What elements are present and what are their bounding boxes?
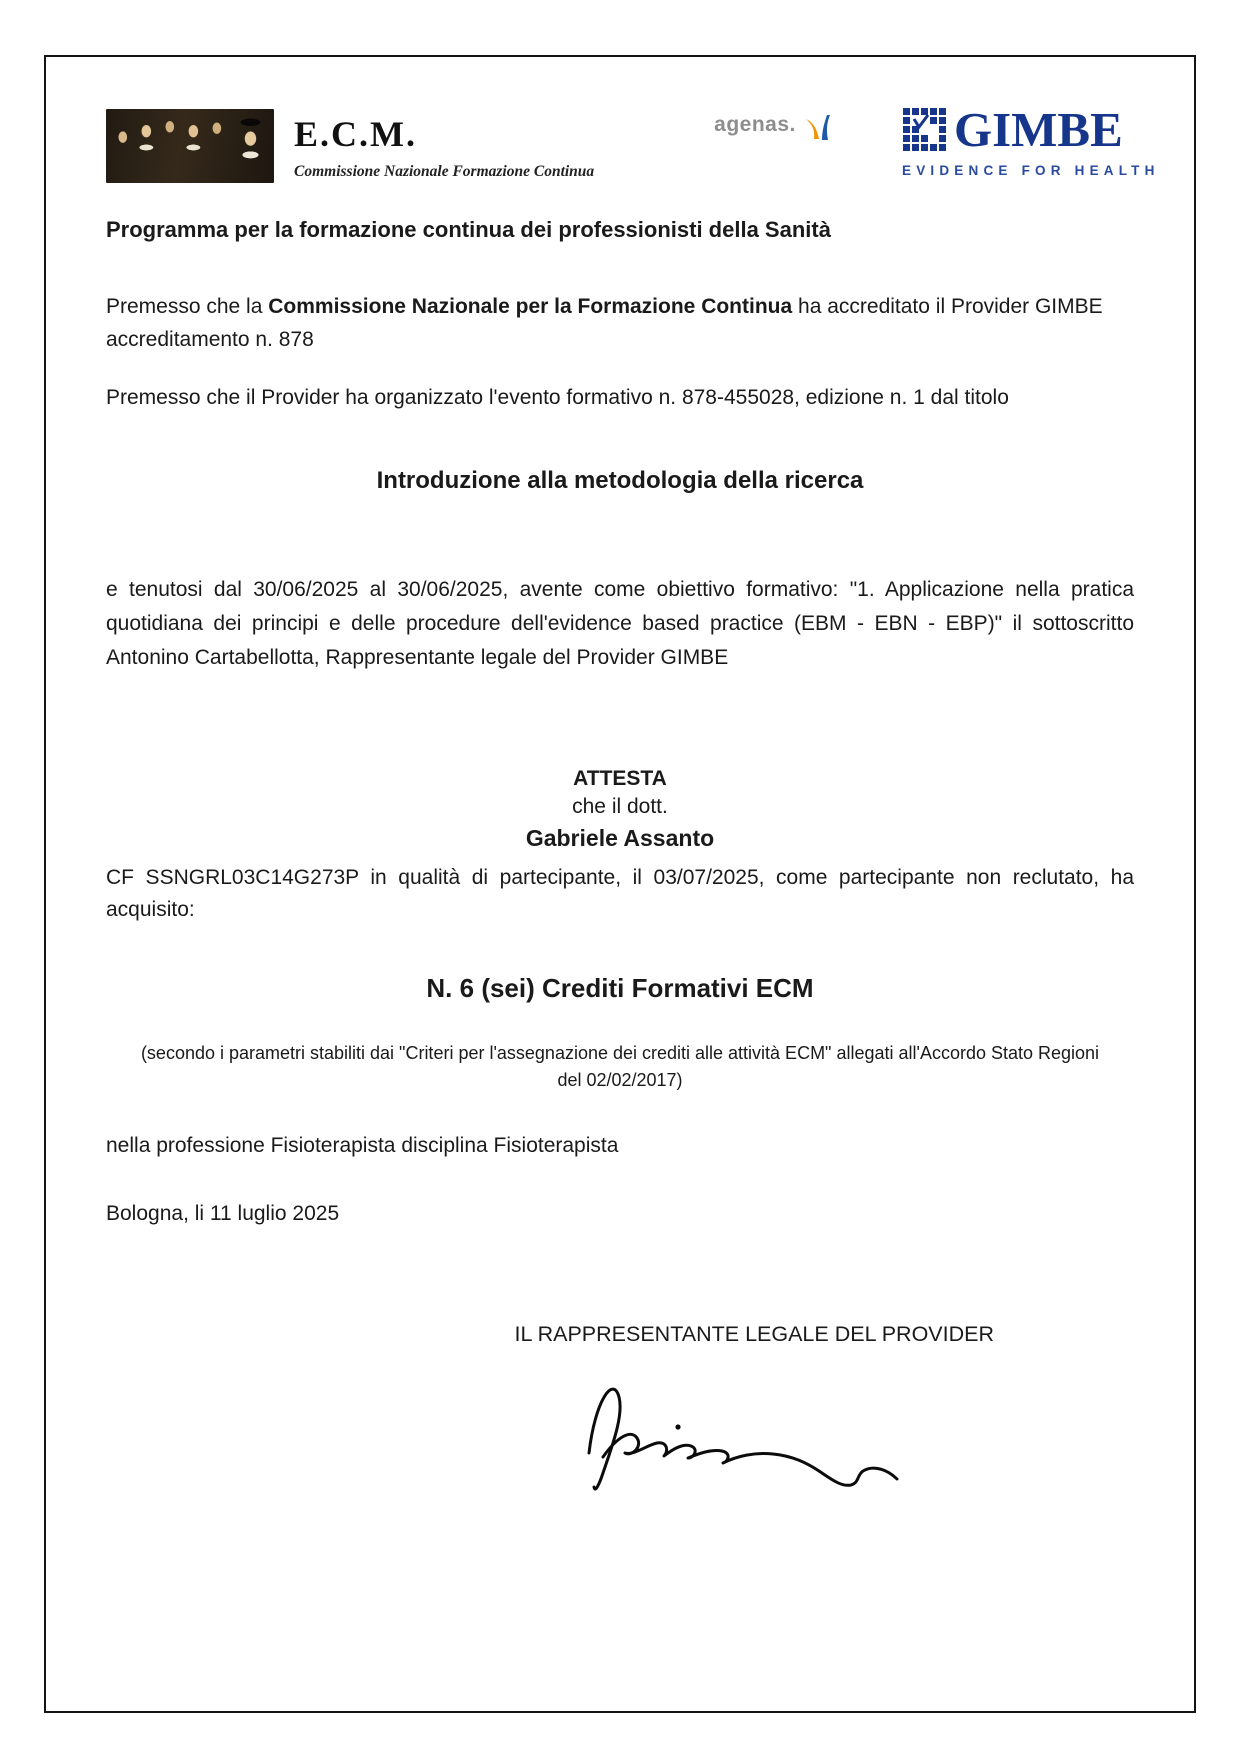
attesta-heading: ATTESTA <box>573 766 667 790</box>
signature-scribble <box>561 1361 921 1491</box>
attesta-subline: che il dott. <box>572 794 668 818</box>
profession-line: nella professione Fisioterapista disciplina Fisioterapista <box>106 1133 619 1157</box>
event-paragraph: e tenutosi dal 30/06/2025 al 30/06/2025, avente come obiettivo formativo: "1. Applicazione nella pratica quotidiana dei principi e delle procedure dell'evidence based practice (EBM - EBN - EBP)" il sottoscritto Antonino Cartabellotta, Rappresentante legale del Provider GIMBE <box>106 577 1134 669</box>
gimbe-wordmark: GIMBE <box>954 102 1123 157</box>
premise1-suffix: ha accreditato il Provider GIMBE accreditamento n. 878 <box>106 295 1103 351</box>
gimbe-tagline: EVIDENCE FOR HEALTH <box>902 163 1160 178</box>
program-title: Programma per la formazione continua dei professionisti della Sanità <box>106 217 831 242</box>
premise1-prefix: Premesso che la <box>106 295 269 318</box>
gimbe-grid-icon <box>902 107 948 158</box>
premise-paragraph-2: Premesso che il Provider ha organizzato l'evento formativo n. 878-455028, edizione n. 1 dal titolo <box>106 386 1009 410</box>
place-date-line: Bologna, li 11 luglio 2025 <box>106 1201 340 1225</box>
signature-area <box>106 1361 1134 1496</box>
premise-paragraph-1 <box>106 291 1134 356</box>
course-title: Introduzione alla metodologia della ricerca <box>376 466 864 494</box>
ecm-painting-icon <box>106 109 274 183</box>
agenas-logo-text: agenas. <box>714 113 796 136</box>
gimbe-logo <box>902 102 1160 178</box>
agenas-logo <box>714 111 834 150</box>
ecm-logo-subtitle: Commissione Nazionale Formazione Continua <box>294 163 595 180</box>
fiscal-code-paragraph: CF SSNGRL03C14G273P in qualità di partecipante, il 03/07/2025, come partecipante non reclutato, ha acquisito: <box>106 865 1134 922</box>
ecm-logo-title: E.C.M. <box>294 114 417 154</box>
certificate-border <box>44 55 1196 1713</box>
ecm-logo <box>294 113 594 181</box>
credits-note: (secondo i parametri stabiliti dai "Criteri per l'assegnazione dei crediti alle attività ECM" allegati all'Accordo Stato Regioni del 02/02/2017) <box>140 1042 1100 1090</box>
credits-heading: N. 6 (sei) Crediti Formativi ECM <box>426 972 814 1003</box>
signature-label: IL RAPPRESENTANTE LEGALE DEL PROVIDER <box>514 1321 994 1346</box>
agenas-swoosh-icon <box>800 111 834 150</box>
recipient-name: Gabriele Assanto <box>525 824 715 851</box>
header-logos <box>106 102 1160 183</box>
premise1-bold: Commissione Nazionale per la Formazione Continua <box>268 295 793 318</box>
attestation-block <box>106 767 1134 852</box>
